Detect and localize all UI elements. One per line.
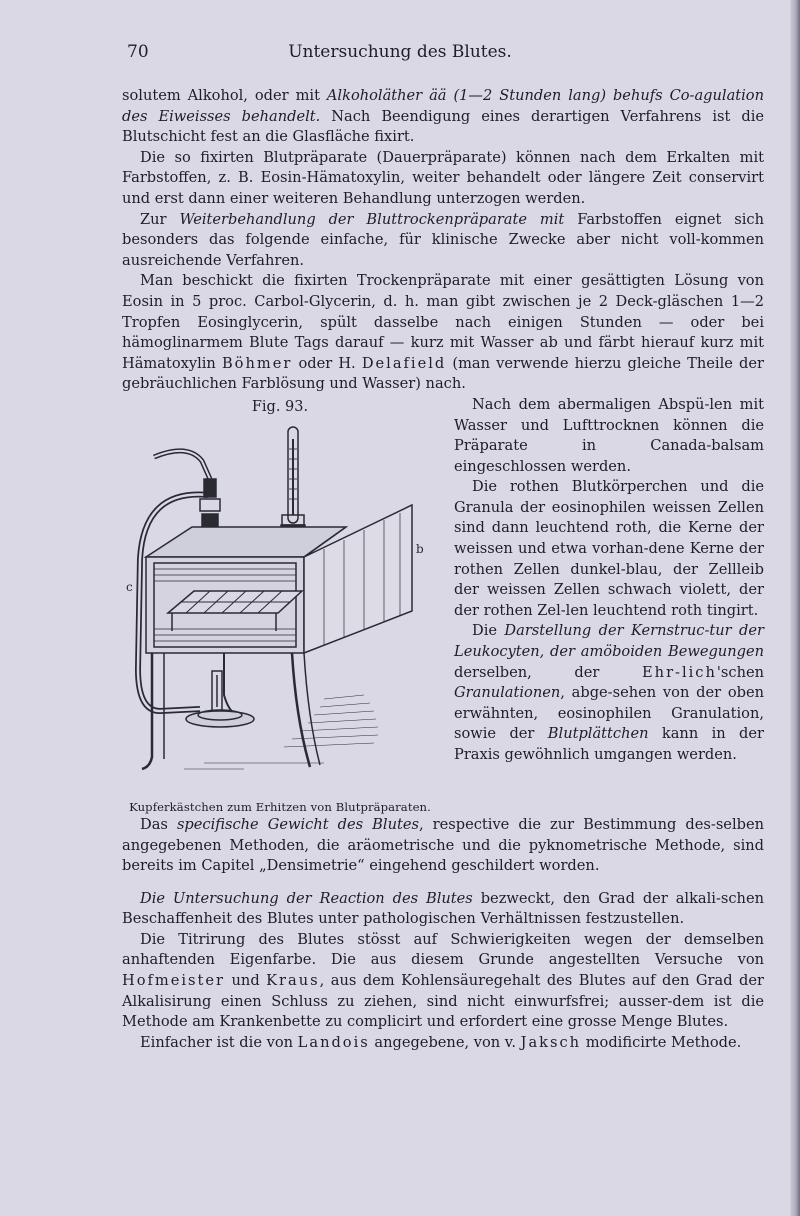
italic-run: Die Untersuchung der Reaction des Blutes bbox=[140, 889, 473, 907]
italic-run: Blutplättchen bbox=[547, 725, 649, 743]
paragraph bbox=[122, 815, 764, 877]
spaced-name: Hofmeister bbox=[122, 972, 226, 990]
paragraph: Die so fixirten Blutpräparate (Dauerpräparate) können nach dem Erkalten mit Farbstoffen, z. B. Eosin-Hämatoxylin, weiter behandelt oder längere Zeit conservirt und erst dann einer weiteren Behandlung unterzogen werden. bbox=[122, 148, 764, 207]
paragraph bbox=[122, 1033, 764, 1054]
text-run: derselben, der bbox=[454, 663, 643, 681]
figure-caption: Kupferkästchen zum Erhitzen von Blutpräparaten. bbox=[129, 799, 431, 814]
text-run: , respective die zur Bestimmung des-selben angegebenen Methoden, die aräometrische und die pyknometrische Methode, sind bereits im Capitel „Densimetrie“ eingehend geschildert worden. bbox=[122, 815, 764, 875]
text-run: Man beschickt die fixirten Trockenpräparate mit einer gesättigten Lösung von Eosin in 5 proc. Carbol-Glycerin, d. h. man gibt zwischen je 2 Deck-gläschen 1—2 Tropfen Eosinglycerin, spült dasselbe nach einigen Stunden — oder bei hämoglinarmem Blute Tags darauf — kurz mit Wasser ab und färbt hierauf kurz mit Hämatoxylin bbox=[122, 272, 764, 372]
italic-run: Alkoholäther ää (1—2 Stunden lang) behufs Co-agulation des Eiweisses behandelt. bbox=[122, 87, 764, 125]
spaced-name: Ehr-lich bbox=[642, 663, 717, 681]
paragraph bbox=[122, 271, 764, 395]
paragraph-gap bbox=[122, 877, 764, 889]
figure-letter-c: c bbox=[126, 579, 133, 594]
spaced-name: Böhmer bbox=[221, 354, 293, 372]
copper-box-illustration bbox=[124, 419, 436, 791]
text-run: 'schen bbox=[716, 663, 764, 681]
spaced-name: Delafield bbox=[361, 354, 447, 372]
text-run: Zur bbox=[140, 210, 180, 228]
text-run: und bbox=[225, 972, 267, 990]
italic-run: Weiterbehandlung der Bluttrockenpräparate mit bbox=[179, 210, 565, 228]
text-run: Nach Beendigung eines derartigen Verfahrens ist die Blutschicht fest an die Glasfläche fixirt. bbox=[122, 107, 764, 146]
paragraph bbox=[122, 86, 764, 148]
text-run: Einfacher ist die von bbox=[140, 1033, 298, 1051]
text-run: kann in der Praxis gewöhnlich umgangen werden. bbox=[454, 725, 765, 763]
text-run: solutem Alkohol, oder mit bbox=[122, 87, 327, 104]
text-run: Die Titrirung des Blutes stösst auf Schwierigkeiten wegen der demselben anhaftenden Eigenfarbe. Die aus diesem Grunde angestellten Versuche von bbox=[122, 930, 764, 969]
paragraph: Die rothen Blutkörperchen und die Granula der eosinophilen weissen Zellen sind dann leuchtend roth, die Kerne der weissen und etwa vorhan-dene Kerne der rothen Zellen dunkel-blau, der Zellleib der weissen Zellen schwach violett, der der rothen Zel-len leuchtend roth tingirt. bbox=[454, 478, 764, 619]
text-run: Farbstoffen eignet sich besonders das folgende einfache, für klinische Zwecke aber nicht voll-kommen ausreichende Verfahren. bbox=[122, 210, 765, 269]
italic-run: Granulationen bbox=[454, 684, 561, 702]
text-run: Das bbox=[140, 815, 177, 833]
italic-run: Darstellung der Kernstruc-tur der Leukocyten, der amöboiden Bewegungen bbox=[454, 622, 764, 661]
page-header bbox=[0, 42, 800, 66]
text-run: Die bbox=[472, 622, 505, 640]
text-run: modificirte Methode. bbox=[581, 1033, 742, 1051]
paragraph bbox=[122, 889, 764, 930]
page-number: 70 bbox=[127, 42, 149, 62]
page-edge bbox=[790, 0, 800, 1216]
spaced-name: Jaksch bbox=[520, 1033, 582, 1051]
text-run: bezweckt, den Grad der alkali-schen Beschaffenheit des Blutes unter pathologischen Verhältnissen festzustellen. bbox=[122, 889, 764, 928]
paragraph bbox=[122, 210, 764, 272]
text-run: , aus dem Kohlensäuregehalt des Blutes auf den Grad der Alkalisirung einen Schluss zu ziehen, sind nicht einwurfsfrei; ausser-dem ist die Methode am Krankenbette zu complicirt und erfordert eine grosse Menge Blutes. bbox=[122, 972, 765, 1031]
text-run: (man verwende hierzu gleiche Theile der gebräuchlichen Farblösung und Wasser) nach. bbox=[122, 354, 764, 393]
paragraph bbox=[122, 930, 764, 1033]
spaced-name: Landois bbox=[297, 1033, 370, 1051]
text-run: angegebene, von v. bbox=[369, 1033, 521, 1051]
figure-label: Fig. 93. bbox=[251, 398, 309, 415]
figure-letter-b: b bbox=[416, 541, 424, 556]
page-body bbox=[122, 86, 764, 1053]
text-run: , abge-sehen von der oben erwähnten, eosinophilen Granulation, sowie der bbox=[454, 684, 764, 743]
text-run: oder H. bbox=[292, 354, 362, 372]
italic-run: specifische Gewicht des Blutes bbox=[176, 815, 419, 833]
figure-93 bbox=[118, 397, 442, 815]
running-title: Untersuchung des Blutes. bbox=[288, 42, 512, 62]
paragraph: Nach dem abermaligen Abspü-len mit Wasser und Lufttrocknen können die Präparate in Canada-balsam eingeschlossen werden. bbox=[454, 395, 764, 475]
spaced-name: Kraus bbox=[266, 972, 320, 990]
